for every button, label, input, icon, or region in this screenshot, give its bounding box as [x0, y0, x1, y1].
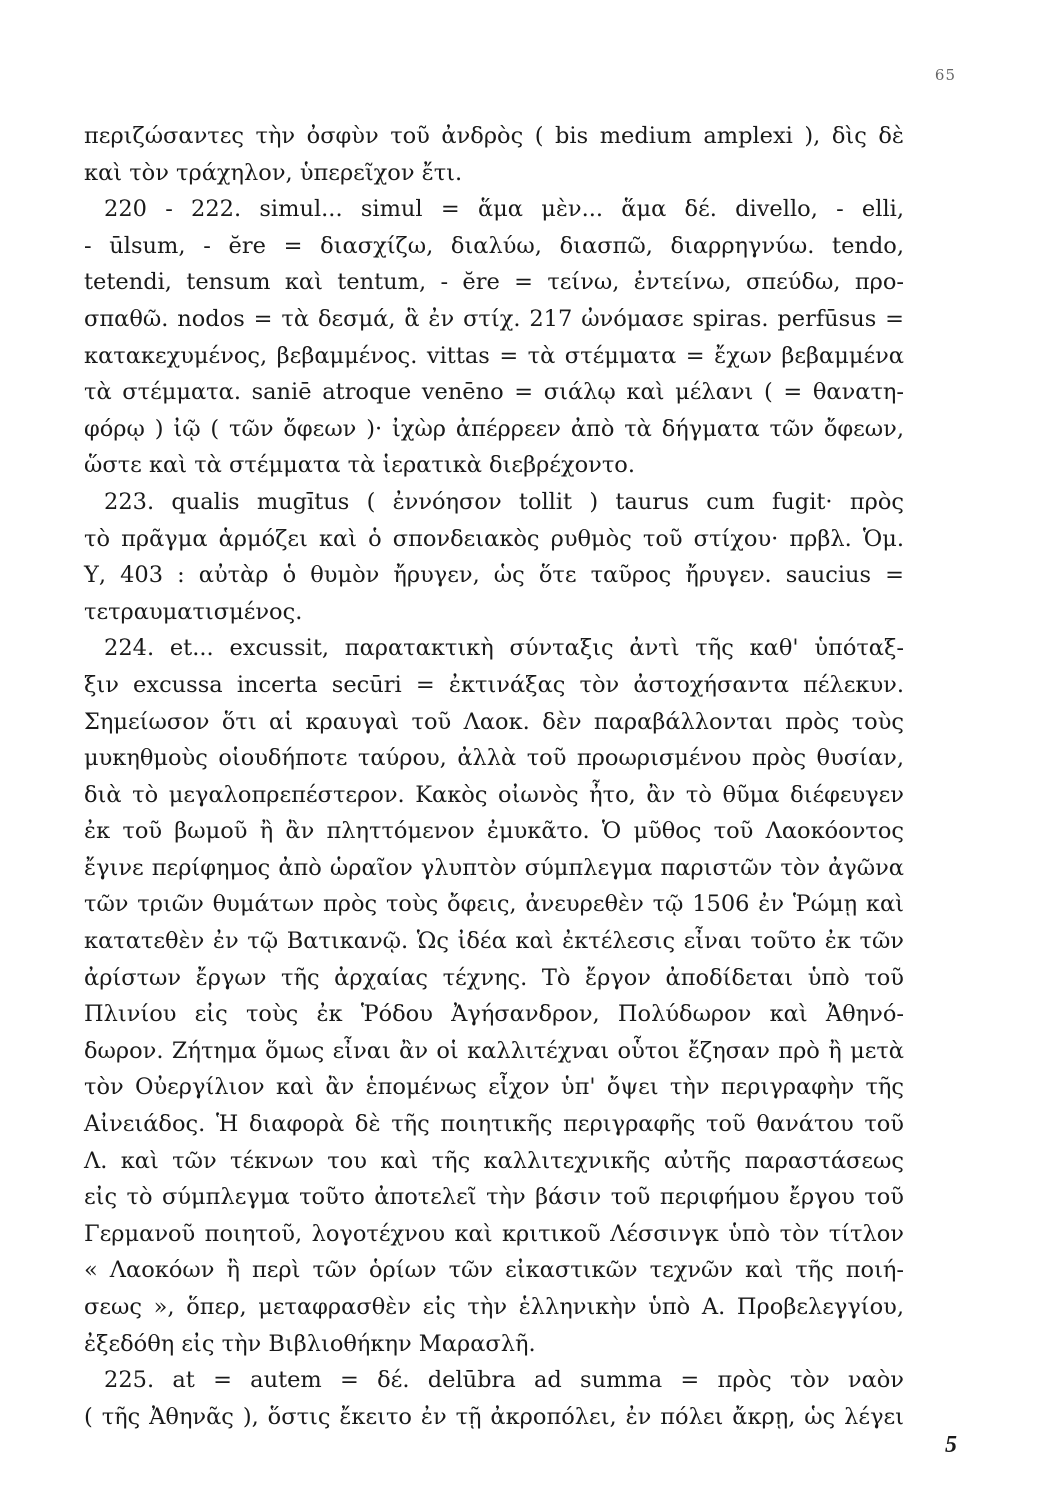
text-line: Πλινίου εἰς τοὺς ἐκ Ῥόδου Ἀγήσανδρον, Πολύδωρον καὶ Ἀθηνό-	[84, 1001, 904, 1028]
text-line: Σημείωσον ὅτι αἱ κραυγαὶ τοῦ Λαοκ. δὲν παραβάλλονται πρὸς τοὺς	[84, 708, 904, 735]
text-line: Υ, 403 : αὐτὰρ ὁ θυμὸν ἤρυγεν, ὡς ὅτε ταῦρος ἤρυγεν. saucius =	[84, 562, 904, 589]
text-line: Λ. καὶ τῶν τέκνων του καὶ τῆς καλλιτεχνικῆς αὐτῆς παραστάσεως	[84, 1147, 904, 1174]
text-line: Αἰνειάδος. Ἡ διαφορὰ δὲ τῆς ποιητικῆς περιγραφῆς τοῦ θανάτου τοῦ	[84, 1111, 904, 1138]
text-line: τὸν Οὐεργίλιον καὶ ἂν ἑπομένως εἶχον ὑπ' ὄψει τὴν περιγραφὴν τῆς	[84, 1074, 904, 1101]
page-body	[84, 118, 904, 1435]
signature-mark: 5	[945, 1432, 957, 1458]
text-line: ὥστε καὶ τὰ στέμματα τὰ ἱερατικὰ διεβρέχοντο.	[84, 452, 635, 479]
text-line: διὰ τὸ μεγαλοπρεπέστερον. Κακὸς οἰωνὸς ἦτο, ἂν τὸ θῦμα διέφευγεν	[84, 781, 904, 808]
text-line: δωρον. Ζήτημα ὅμως εἶναι ἂν οἱ καλλιτέχναι οὗτοι ἔζησαν πρὸ ἢ μετὰ	[84, 1037, 904, 1064]
text-line: περιζώσαντες τὴν ὀσφὺν τοῦ ἀνδρὸς ( bis medium amplexi ), δὶς δὲ	[84, 123, 904, 149]
text-line: ἔγινε περίφημος ἀπὸ ὡραῖον γλυπτὸν σύμπλεγμα παριστῶν τὸν ἀγῶνα	[84, 854, 904, 881]
text-line: τὰ στέμματα. saniē atroque venēno = σιάλῳ καὶ μέλανι ( = θανατη-	[84, 379, 904, 406]
text-line: 224. et... excussit, παρατακτικὴ σύνταξις ἀντὶ τῆς καθ' ὑπόταξ-	[104, 635, 904, 662]
text-line: φόρῳ ) ἰῷ ( τῶν ὄφεων )· ἰχὼρ ἀπέρρεεν ἀπὸ τὰ δήγματα τῶν ὄφεων,	[84, 415, 904, 442]
text-line: κατατεθὲν ἐν τῷ Βατικανῷ. Ὡς ἰδέα καὶ ἐκτέλεσις εἶναι τοῦτο ἐκ τῶν	[84, 928, 904, 955]
text-line: « Λαοκόων ἢ περὶ τῶν ὁρίων τῶν εἰκαστικῶν τεχνῶν καὶ τῆς ποιή-	[84, 1257, 904, 1284]
text-line: tetendi, tensum καὶ tentum, - ĕre = τείνω, ἐντείνω, σπεύδω, προ-	[84, 269, 904, 296]
text-line: σεως », ὅπερ, μεταφρασθὲν εἰς τὴν ἑλληνικὴν ὑπὸ Α. Προβελεγγίου,	[84, 1294, 904, 1320]
text-line: ἀρίστων ἔργων τῆς ἀρχαίας τέχνης. Τὸ ἔργον ἀποδίδεται ὑπὸ τοῦ	[84, 964, 904, 991]
text-line: ξιν excussa incerta secūri = ἐκτινάξας τὸν ἀστοχήσαντα πέλεκυν.	[84, 671, 904, 698]
text-line: εἰς τὸ σύμπλεγμα τοῦτο ἀποτελεῖ τὴν βάσιν τοῦ περιφήμου ἔργου τοῦ	[84, 1184, 904, 1211]
text-line: ( τῆς Ἀθηνᾶς ), ὅστις ἔκειτο ἐν τῇ ἀκροπόλει, ἐν πόλει ἄκρῃ, ὡς λέγει	[84, 1403, 904, 1430]
text-line: Γερμανοῦ ποιητοῦ, λογοτέχνου καὶ κριτικοῦ Λέσσινγκ ὑπὸ τὸν τίτλον	[84, 1220, 904, 1247]
text-line: τετραυματισμένος.	[84, 598, 303, 625]
text-line: καὶ τὸν τράχηλον, ὑπερεῖχον ἔτι.	[84, 159, 463, 186]
text-line: σπαθῶ. nodos = τὰ δεσμά, ἃ ἐν στίχ. 217 ὠνόμασε spiras. perfūsus =	[84, 305, 904, 332]
text-line: 223. qualis mugītus ( ἐννόησον tollit ) taurus cum fugit· πρὸς	[104, 488, 904, 515]
text-line: ἐξεδόθη εἰς τὴν Βιβλιοθήκην Μαρασλῆ.	[84, 1330, 536, 1357]
text-line: 220 - 222. simul... simul = ἅμα μὲν... ἅμα δέ. divello, - elli,	[104, 196, 904, 223]
page-number: 65	[934, 66, 956, 84]
text-line: κατακεχυμένος, βεβαμμένος. vittas = τὰ στέμματα = ἔχων βεβαμμένα	[84, 342, 904, 369]
text-line: 225. at = autem = δέ. delūbra ad summa = πρὸς τὸν ναὸν	[104, 1367, 904, 1394]
text-line: τῶν τριῶν θυμάτων πρὸς τοὺς ὄφεις, ἀνευρεθὲν τῷ 1506 ἐν Ῥώμῃ καὶ	[84, 891, 904, 918]
text-line: τὸ πρᾶγμα ἁρμόζει καὶ ὁ σπονδειακὸς ρυθμὸς τοῦ στίχου· πρβλ. Ὁμ.	[84, 525, 904, 552]
text-line: ἐκ τοῦ βωμοῦ ἢ ἂν πληττόμενον ἐμυκᾶτο. Ὁ μῦθος τοῦ Λαοκόοντος	[84, 818, 904, 845]
text-line: μυκηθμοὺς οἱουδήποτε ταύρου, ἀλλὰ τοῦ προωρισμένου πρὸς θυσίαν,	[84, 745, 904, 772]
text-line: - ūlsum, - ĕre = διασχίζω, διαλύω, διασπῶ, διαρρηγνύω. tendo,	[84, 232, 904, 259]
